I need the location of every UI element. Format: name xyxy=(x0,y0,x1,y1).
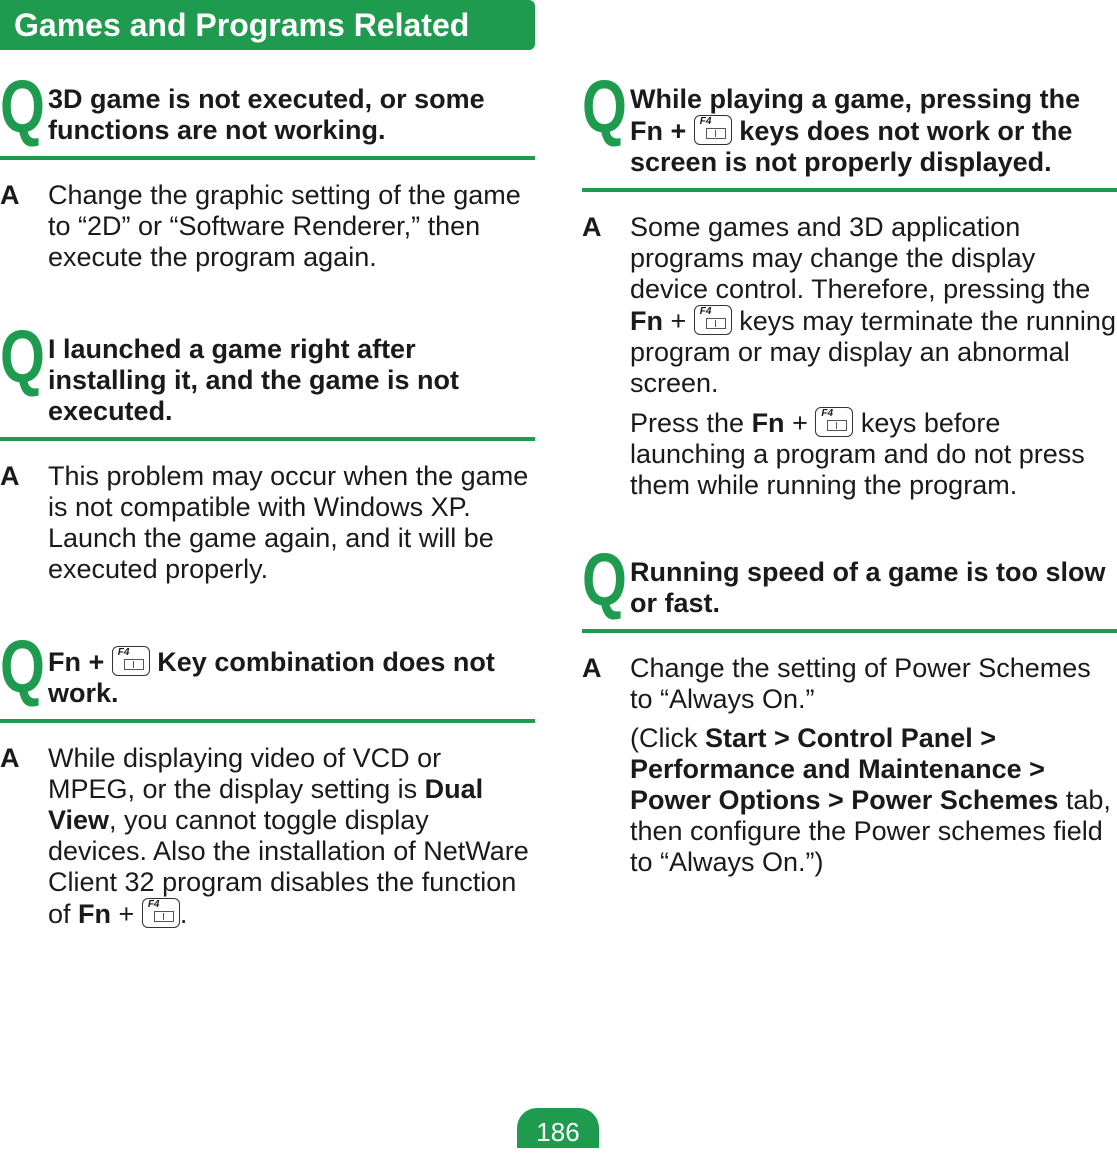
answer-text xyxy=(630,212,1117,501)
divider xyxy=(0,437,535,441)
qa-block-1 xyxy=(0,65,535,273)
answer-part: (Click xyxy=(630,723,705,753)
question-text xyxy=(48,630,535,719)
answer-paragraph: Change the graphic setting of the game to “2D” or “Software Renderer,” then execute the program again. xyxy=(48,180,521,272)
qa-block-2 xyxy=(0,315,535,585)
answer-row xyxy=(0,461,535,585)
f4-key-icon xyxy=(142,898,180,928)
answer-bold: Fn xyxy=(78,899,112,929)
q-marker: Q xyxy=(0,65,45,148)
key-label: F4 xyxy=(699,306,712,317)
divider xyxy=(0,156,535,160)
display-toggle-icon xyxy=(706,318,726,329)
answer-part: + xyxy=(111,899,142,929)
answer-text xyxy=(48,180,535,273)
answer-row xyxy=(582,653,1117,878)
answer-part: Some games and 3D application programs may change the display device control. Therefore, pressing the xyxy=(630,212,1091,304)
answer-part: + xyxy=(784,408,816,438)
answer-text xyxy=(630,653,1117,878)
answer-paragraph xyxy=(630,723,1117,878)
a-marker: A xyxy=(582,212,602,242)
key-label: F4 xyxy=(821,408,834,419)
answer-bold: Fn xyxy=(630,306,663,336)
answer-text xyxy=(48,743,535,930)
divider xyxy=(582,629,1117,633)
question-row xyxy=(582,538,1117,629)
section-header xyxy=(0,0,535,50)
key-label: F4 xyxy=(147,899,160,910)
display-toggle-icon xyxy=(124,659,144,670)
answer-row xyxy=(0,180,535,273)
question-row xyxy=(0,65,535,156)
a-marker: A xyxy=(0,180,20,210)
answer-bold: Fn xyxy=(751,408,785,438)
answer-bold: Start > Control Panel > Performance and Maintenance > Power Options > Power Schemes xyxy=(630,723,1059,815)
question-part: While playing a game, pressing the Fn + xyxy=(630,84,1081,146)
answer-paragraph xyxy=(630,407,1117,501)
answer-paragraph: This problem may occur when the game is not compatible with Windows XP. Launch the game again, and it will be executed properly. xyxy=(48,461,529,584)
q-marker: Q xyxy=(582,65,627,148)
question-text: I launched a game right after installing it, and the game is not executed. xyxy=(48,334,460,426)
answer-text xyxy=(48,461,535,585)
display-toggle-icon xyxy=(706,128,726,139)
question-part: keys does not work or the screen is not properly displayed. xyxy=(630,116,1073,177)
answer-part: . xyxy=(179,899,188,929)
page-number xyxy=(517,1108,599,1148)
display-toggle-icon xyxy=(154,911,174,922)
f4-key-icon xyxy=(815,407,853,437)
answer-part: , you cannot toggle display devices. Also the installation of NetWare Client 32 program disables the function of xyxy=(48,805,529,929)
f4-key-icon xyxy=(694,305,732,335)
q-marker: Q xyxy=(582,538,627,621)
answer-part: keys may terminate the running program or may display an abnormal screen. xyxy=(630,306,1116,398)
page-number-text: 186 xyxy=(536,1117,580,1147)
answer-part: + xyxy=(663,306,694,336)
question-text xyxy=(630,70,1117,188)
f4-key-icon xyxy=(694,115,732,145)
qa-block-4 xyxy=(582,65,1117,501)
qa-block-3 xyxy=(0,625,535,930)
q-marker: Q xyxy=(0,625,45,708)
answer-paragraph xyxy=(48,743,535,930)
question-row xyxy=(0,315,535,437)
a-marker: A xyxy=(0,461,20,491)
answer-part: Press the xyxy=(630,408,752,438)
divider xyxy=(582,188,1117,192)
answer-row xyxy=(0,743,535,930)
question-row xyxy=(0,625,535,719)
display-toggle-icon xyxy=(827,420,847,431)
section-title: Games and Programs Related xyxy=(14,7,470,43)
question-row xyxy=(582,65,1117,188)
a-marker: A xyxy=(582,653,602,683)
a-marker: A xyxy=(0,743,20,773)
answer-part: keys before launching a program and do not press them while running the program. xyxy=(630,408,1085,500)
answer-row xyxy=(582,212,1117,501)
question-text: Running speed of a game is too slow or fast. xyxy=(630,557,1106,618)
answer-bold: Dual View xyxy=(48,774,484,835)
question-part: Fn + xyxy=(48,647,105,677)
key-label: F4 xyxy=(117,647,130,658)
q-marker: Q xyxy=(0,315,45,398)
f4-key-icon xyxy=(112,646,150,676)
answer-paragraph xyxy=(630,212,1117,399)
key-label: F4 xyxy=(699,116,712,127)
question-text: 3D game is not executed, or some functions are not working. xyxy=(48,84,485,145)
answer-part: While displaying video of VCD or MPEG, or the display setting is xyxy=(48,743,442,804)
qa-block-5 xyxy=(582,538,1117,878)
answer-paragraph: Change the setting of Power Schemes to “Always On.” xyxy=(630,653,1091,714)
divider xyxy=(0,719,535,723)
answer-part: tab, then configure the Power schemes field to “Always On.”) xyxy=(630,785,1111,877)
question-part: Key combination does not work. xyxy=(48,647,495,708)
